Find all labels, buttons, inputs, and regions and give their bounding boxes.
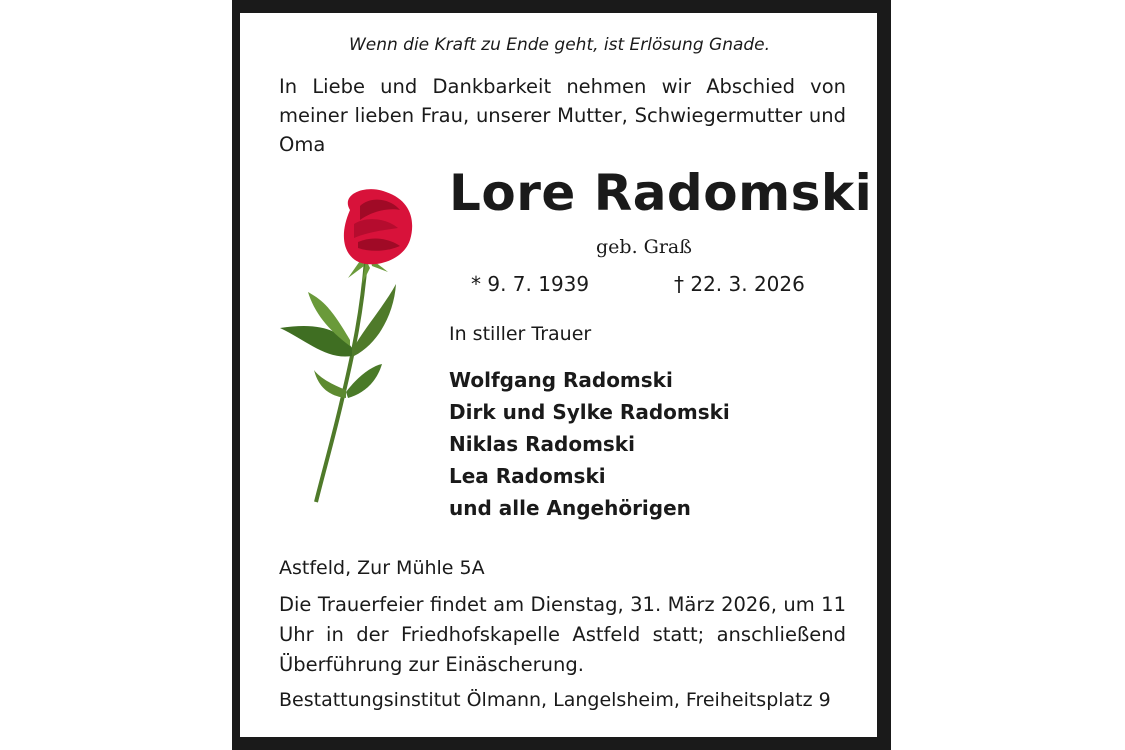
mourners-list [449,364,730,524]
intro-text: In Liebe und Dankbarkeit nehmen wir Abschied von meiner lieben Frau, unserer Mutter, Schwiegermutter und Oma [279,75,846,156]
deceased-name: Lore Radomski [449,164,873,222]
mourning-label: In stiller Trauer [449,323,592,345]
birth-date: * 9. 7. 1939 [471,272,590,296]
mourner-name: Niklas Radomski [449,432,635,456]
mourner-name: Wolfgang Radomski [449,368,673,392]
motto: Wenn die Kraft zu Ende geht, ist Erlösung Gnade. [348,35,771,55]
mourner-name: und alle Angehörigen [449,496,691,520]
mourner-name: Lea Radomski [449,464,606,488]
death-date: † 22. 3. 2026 [674,272,805,296]
birth-name: geb. Graß [596,236,692,258]
funeral-details: Die Trauerfeier findet am Dienstag, 31. März 2026, um 11 Uhr in der Friedhofskapelle Astfeld statt; anschließend Überführung zur Einäscherung. [279,593,846,676]
rose-icon [270,180,430,510]
family-address: Astfeld, Zur Mühle 5A [279,557,485,579]
undertaker-info: Bestattungsinstitut Ölmann, Langelsheim, Freiheitsplatz 9 [279,689,831,711]
mourner-name: Dirk und Sylke Radomski [449,400,730,424]
